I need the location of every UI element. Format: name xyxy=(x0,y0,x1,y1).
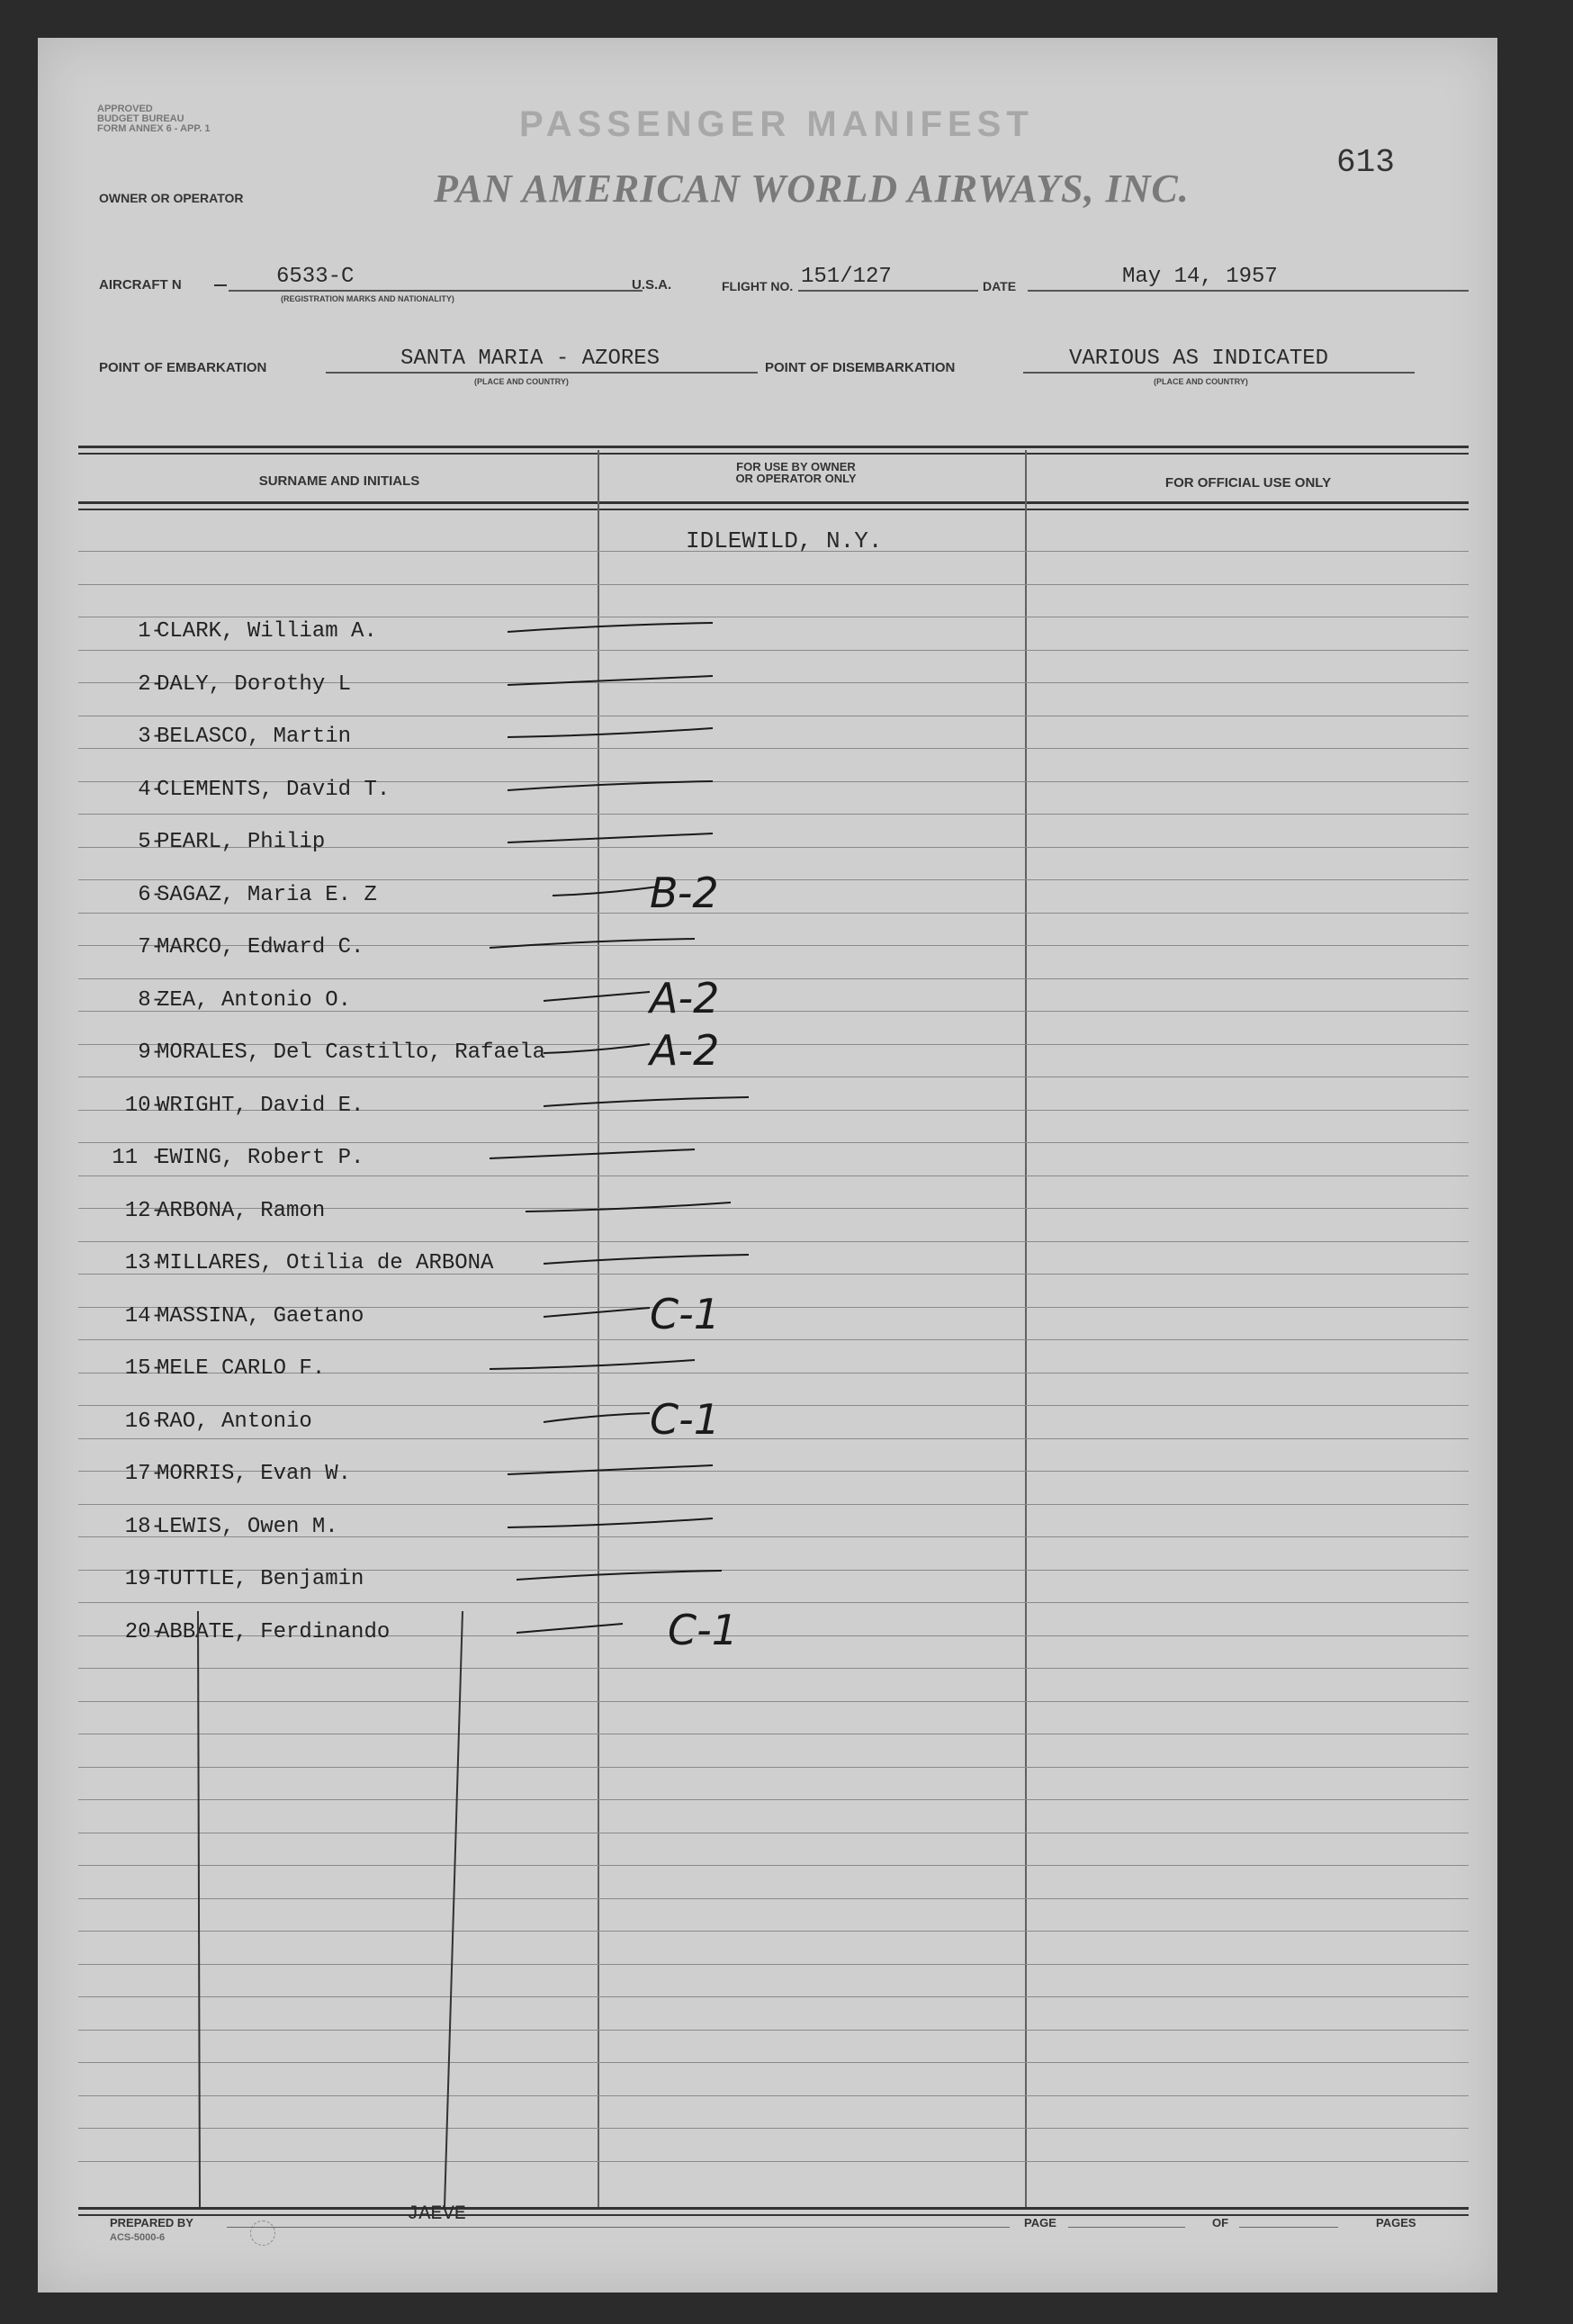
aircraft-registration: 6533-C xyxy=(276,265,355,289)
passenger-name: EWING, Robert P. xyxy=(157,1146,364,1170)
passenger-number: 9- xyxy=(138,1040,164,1065)
passenger-number: 1- xyxy=(138,619,164,644)
passenger-name: WRIGHT, David E. xyxy=(157,1093,364,1118)
owner-use-line: OR OPERATOR ONLY xyxy=(735,472,857,485)
aircraft-caption: (REGISTRATION MARKS AND NATIONALITY) xyxy=(281,294,454,303)
passenger-number: 17- xyxy=(124,1462,164,1486)
passenger-name: MORRIS, Evan W. xyxy=(157,1462,352,1486)
passenger-name: LEWIS, Owen M. xyxy=(157,1514,338,1539)
usa-label: U.S.A. xyxy=(632,277,672,293)
owner-label: OWNER OR OPERATOR xyxy=(99,191,244,205)
passenger-number: 10- xyxy=(124,1093,164,1118)
passenger-name: TUTTLE, Benjamin xyxy=(157,1567,364,1591)
passenger-name: CLEMENTS, David T. xyxy=(157,777,391,802)
visa-code: A-2 xyxy=(650,973,720,1022)
flight-label: FLIGHT NO. xyxy=(722,279,794,293)
page-label: PAGE xyxy=(1024,2216,1056,2229)
form-code-line: FORM ANNEX 6 - APP. 1 xyxy=(97,123,211,134)
passenger-name: BELASCO, Martin xyxy=(157,725,352,749)
passenger-name: MORALES, Del Castillo, Rafaela xyxy=(157,1040,546,1065)
embarkation-caption: (PLACE AND COUNTRY) xyxy=(474,377,569,386)
passenger-number: 7- xyxy=(138,935,164,959)
passenger-number: 8- xyxy=(138,987,164,1013)
passenger-name: SAGAZ, Maria E. Z xyxy=(157,882,377,907)
disembarkation-caption: (PLACE AND COUNTRY) xyxy=(1154,377,1248,386)
passenger-number: 3- xyxy=(138,725,164,749)
passenger-number: 4- xyxy=(138,777,164,802)
page-number: 613 xyxy=(1336,144,1395,181)
destination-note: IDLEWILD, N.Y. xyxy=(686,527,883,554)
manifest-date: May 14, 1957 xyxy=(1122,265,1278,289)
passenger-number: 16- xyxy=(124,1409,164,1434)
passenger-name: DALY, Dorothy L xyxy=(157,671,352,697)
aircraft-label: AIRCRAFT N xyxy=(99,277,182,293)
visa-code: C-1 xyxy=(650,1394,720,1444)
passenger-name: MILLARES, Otilia de ARBONA xyxy=(157,1251,494,1275)
passenger-number: 19- xyxy=(124,1567,164,1591)
table-bottom-rule xyxy=(78,2207,1469,2216)
embarkation-label: POINT OF EMBARKATION xyxy=(99,360,267,375)
handwritten-bracket-lines xyxy=(38,38,1497,2292)
prepared-by-name: JAEVE xyxy=(407,2202,467,2225)
page-underline xyxy=(1068,2227,1185,2228)
passenger-number: 6- xyxy=(138,882,164,907)
passenger-name: MARCO, Edward C. xyxy=(157,935,364,959)
column-header-official-use: FOR OFFICIAL USE ONLY xyxy=(1164,475,1332,491)
passenger-name: ABBATE, Ferdinando xyxy=(157,1619,391,1644)
passenger-number: 20- xyxy=(124,1619,164,1644)
prepared-form-code: ACS-5000-6 xyxy=(110,2232,166,2243)
disembarkation-label: POINT OF DISEMBARKATION xyxy=(765,360,956,375)
passenger-number: 13- xyxy=(124,1251,164,1275)
passenger-name: ARBONA, Ramon xyxy=(157,1198,326,1223)
form-code-line: APPROVED xyxy=(97,104,153,114)
of-label: OF xyxy=(1212,2216,1229,2229)
stamp-mark xyxy=(250,2220,275,2246)
disembarkation-point: VARIOUS AS INDICATED xyxy=(1069,347,1329,371)
passenger-name: MELE CARLO F. xyxy=(157,1356,326,1381)
prepared-by-label: PREPARED BY xyxy=(110,2216,193,2229)
passenger-number: 14- xyxy=(124,1303,164,1329)
passenger-name: CLARK, William A. xyxy=(157,619,377,644)
of-underline xyxy=(1239,2227,1338,2228)
flight-number: 151/127 xyxy=(801,265,892,289)
passenger-number: 12- xyxy=(124,1198,164,1223)
operator-name: PAN AMERICAN WORLD AIRWAYS, INC. xyxy=(434,167,1190,211)
pages-label: PAGES xyxy=(1376,2216,1416,2229)
passenger-number: 11 - xyxy=(112,1146,164,1170)
visa-code: C-1 xyxy=(650,1289,720,1338)
date-label: DATE xyxy=(983,279,1017,293)
column-header-surname: SURNAME AND INITIALS xyxy=(258,473,420,489)
form-code-line: BUDGET BUREAU xyxy=(97,113,184,124)
prepared-underline xyxy=(227,2227,1010,2228)
passenger-number: 2- xyxy=(138,671,164,697)
passenger-number: 18- xyxy=(124,1514,164,1539)
passenger-name: PEARL, Philip xyxy=(157,830,326,854)
passenger-name: ZEA, Antonio O. xyxy=(157,987,352,1013)
owner-use-line: FOR USE BY OWNER xyxy=(736,460,856,473)
passenger-number: 5- xyxy=(138,830,164,854)
manifest-sheet xyxy=(38,38,1497,2292)
visa-code: A-2 xyxy=(650,1026,720,1075)
visa-code: C-1 xyxy=(668,1605,738,1654)
passenger-name: MASSINA, Gaetano xyxy=(157,1303,364,1329)
visa-code: B-2 xyxy=(650,868,719,917)
passenger-name: RAO, Antonio xyxy=(157,1409,312,1434)
passenger-number: 15- xyxy=(124,1356,164,1381)
document-title: PASSENGER MANIFEST xyxy=(519,104,1034,144)
embarkation-point: SANTA MARIA - AZORES xyxy=(400,347,661,371)
